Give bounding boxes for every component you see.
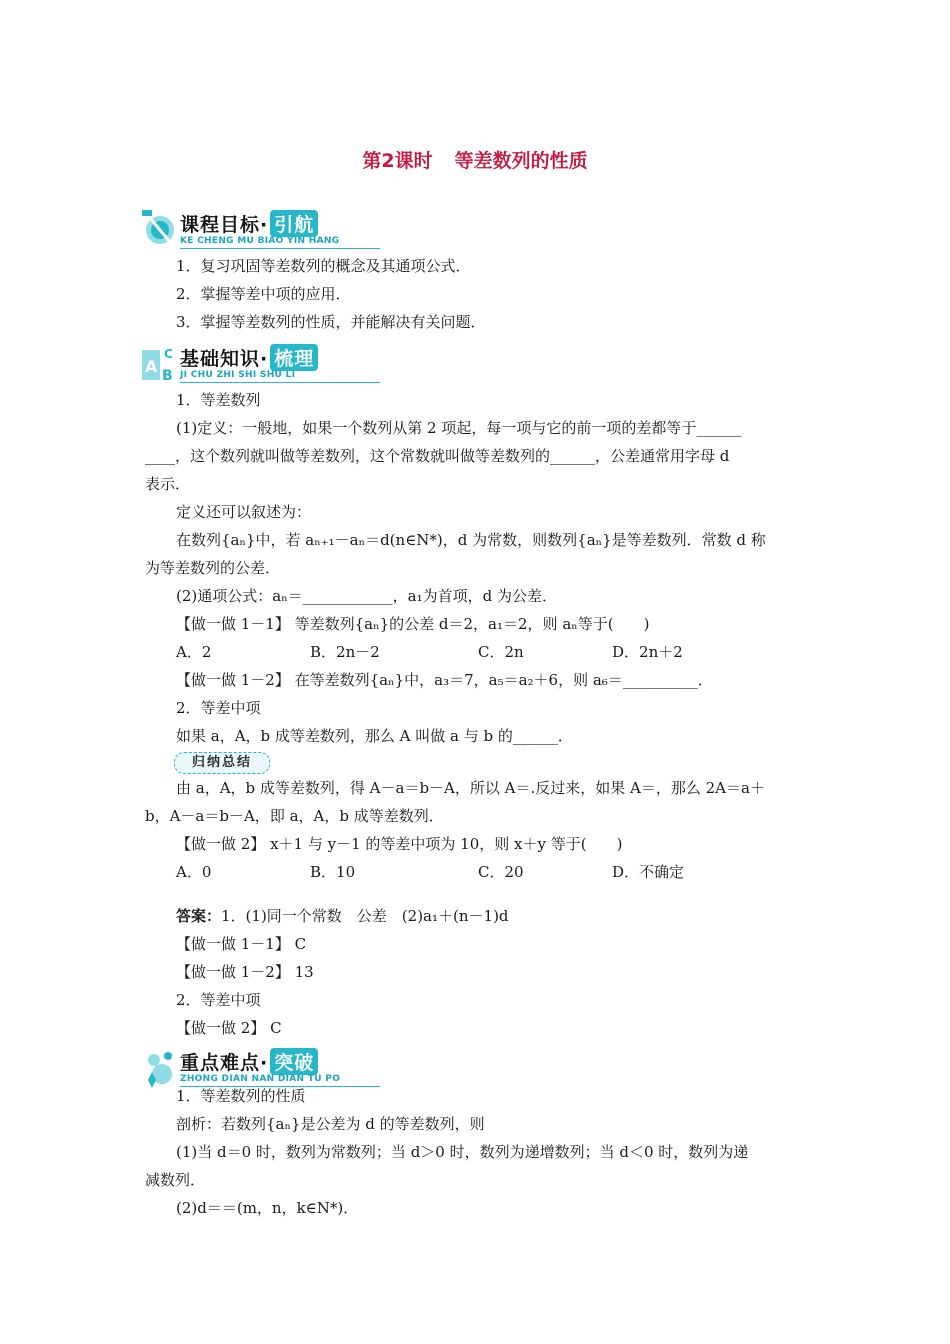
svg-text:B: B bbox=[162, 368, 173, 384]
property-line: (2)d＝＝(m，n，k∈N*)． bbox=[176, 1199, 359, 1217]
analysis-line: 剖析：若数列{aₙ}是公差为 d 的等差数列，则 bbox=[176, 1115, 485, 1133]
definition-line: 表示． bbox=[145, 475, 191, 493]
answer-item: 【做一做 1－1】 C bbox=[176, 935, 307, 953]
option-a: A．2 bbox=[176, 643, 212, 661]
section-banner-key bbox=[140, 1042, 380, 1092]
heading-arithmetic-mean: 2．等差中项 bbox=[176, 699, 261, 717]
lesson-number: 第2课时 bbox=[362, 150, 433, 172]
banner-title: 课程目标· 引航 bbox=[180, 210, 318, 237]
option-a: A．0 bbox=[176, 863, 212, 881]
definition-line: (1)定义：一般地，如果一个数列从第 2 项起，每一项与它的前一项的差都等于______ bbox=[176, 419, 742, 437]
banner-title: 基础知识· 梳理 bbox=[180, 344, 318, 371]
exercise-2: 【做一做 2】 x＋1 与 y－1 的等差中项为 10，则 x＋y 等于( ) bbox=[176, 835, 623, 853]
section-banner-basics bbox=[140, 338, 380, 388]
property-line: (1)当 d＝0 时，数列为常数列；当 d＞0 时，数列为递增数列；当 d＜0 时，数列为递 bbox=[176, 1143, 749, 1161]
banner-title: 重点难点· 突破 bbox=[180, 1048, 318, 1075]
exercise-1-2: 【做一做 1－2】 在等差数列{aₙ}中，a₃＝7，a₅＝a₂＋6，则 a₆＝__________． bbox=[176, 671, 713, 689]
goal-item: 1．复习巩固等差数列的概念及其通项公式． bbox=[176, 257, 471, 275]
restate-line: 在数列{aₙ}中，若 aₙ₊₁－aₙ＝d(n∈N*)，d 为常数，则数列{aₙ}是等差数列．常数 d 称 bbox=[176, 531, 766, 549]
banner-pinyin: ZHONG DIAN NAN DIAN TU PO bbox=[180, 1074, 341, 1084]
mean-definition: 如果 a，A，b 成等差数列，那么 A 叫做 a 与 b 的______． bbox=[176, 727, 573, 745]
option-d: D．2n＋2 bbox=[612, 643, 683, 661]
restate-line: 为等差数列的公差． bbox=[145, 559, 281, 577]
option-c: C．2n bbox=[478, 643, 524, 661]
general-term-formula: (2)通项公式：aₙ＝____________，a₁为首项，d 为公差． bbox=[176, 587, 558, 605]
restate-intro: 定义还可以叙述为： bbox=[176, 503, 312, 521]
answer-item: 【做一做 1－2】 13 bbox=[176, 963, 314, 981]
option-d: D．不确定 bbox=[612, 863, 685, 881]
banner-rule bbox=[180, 248, 380, 249]
banner-pinyin: KE CHENG MU BIAO YIN HANG bbox=[180, 236, 340, 246]
page-title bbox=[0, 146, 950, 173]
option-c: C．20 bbox=[478, 863, 524, 881]
heading-properties: 1．等差数列的性质 bbox=[176, 1087, 306, 1105]
definition-line: ____，这个数列就叫做等差数列，这个常数就叫做等差数列的______，公差通常用字母 d bbox=[145, 447, 730, 465]
section-banner-goals bbox=[140, 204, 380, 254]
summary-line: 由 a，A，b 成等差数列，得 A－a＝b－A，所以 A＝.反过来，如果 A＝，那么 2A＝a＋ bbox=[176, 779, 765, 797]
option-b: B．2n－2 bbox=[310, 643, 380, 661]
summary-tag: 归纳总结 bbox=[174, 752, 270, 774]
property-line: 减数列． bbox=[145, 1171, 206, 1189]
option-b: B．10 bbox=[310, 863, 356, 881]
answers-line bbox=[176, 906, 846, 926]
banner-pinyin: JI CHU ZHI SHI SHU LI bbox=[180, 370, 296, 380]
lesson-topic: 等差数列的性质 bbox=[454, 150, 588, 172]
answers-label: 答案： bbox=[176, 907, 222, 925]
answer-item: 2．等差中项 bbox=[176, 991, 261, 1009]
banner-rule bbox=[180, 382, 380, 383]
svg-text:A: A bbox=[145, 357, 158, 376]
summary-line: b，A－a＝b－A，即 a，A，b 成等差数列． bbox=[145, 807, 444, 825]
svg-text:C: C bbox=[164, 347, 173, 361]
goal-item: 3．掌握等差数列的性质，并能解决有关问题． bbox=[176, 313, 486, 331]
answer-item: 【做一做 2】 C bbox=[176, 1019, 282, 1037]
goal-item: 2．掌握等差中项的应用． bbox=[176, 285, 351, 303]
exercise-1-1: 【做一做 1－1】 等差数列{aₙ}的公差 d＝2，a₁＝2，则 aₙ等于( ) bbox=[176, 615, 650, 633]
heading-arithmetic-sequence: 1．等差数列 bbox=[176, 391, 261, 409]
answer-text: 1．(1)同一个常数 公差 (2)a₁＋(n－1)d bbox=[221, 907, 509, 925]
